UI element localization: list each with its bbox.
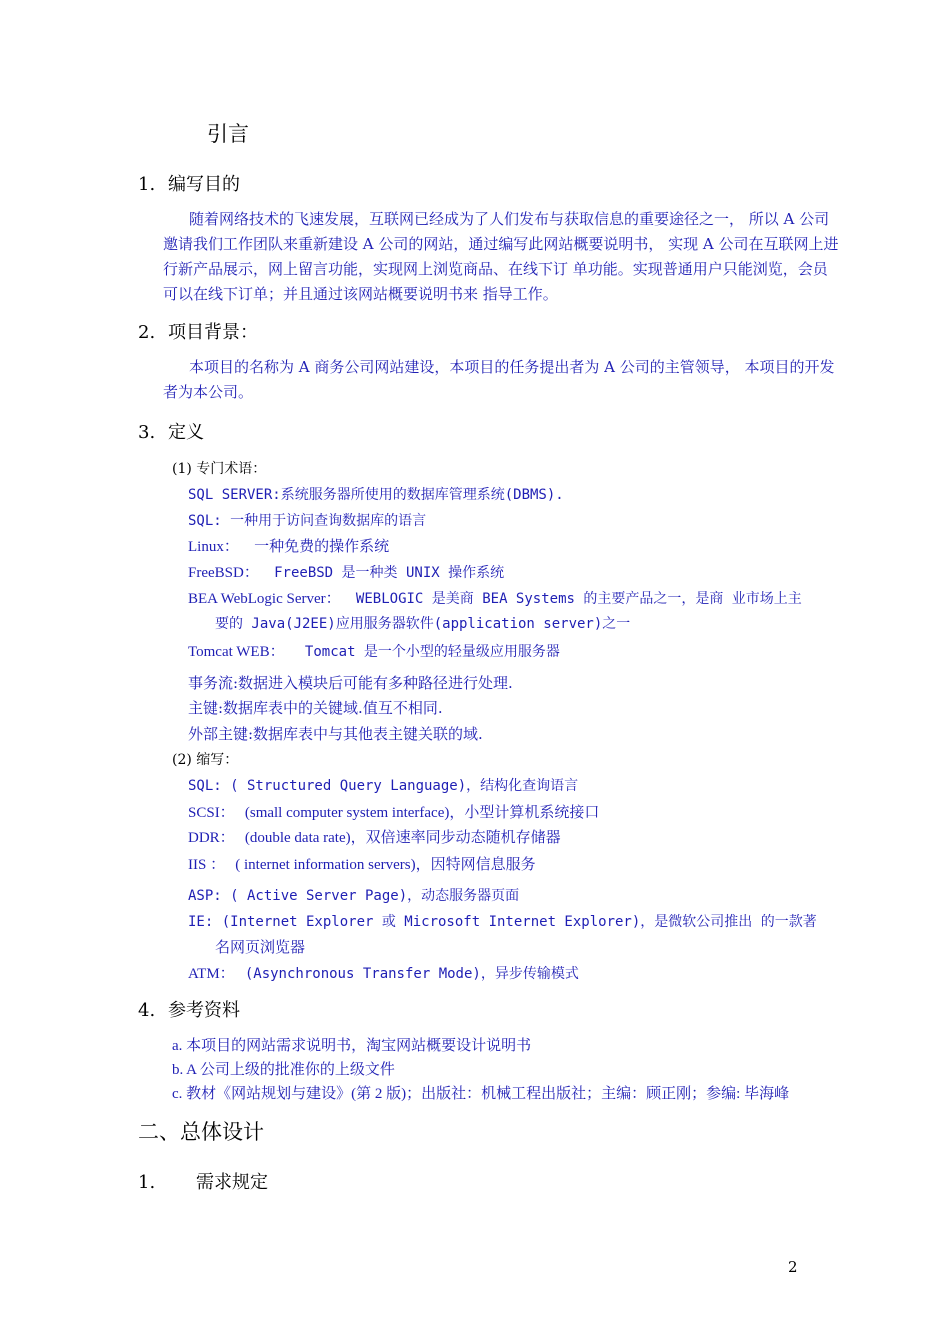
term-item: 主键:数据库表中的关键域.值互不相同. xyxy=(188,699,443,717)
abbrev-item xyxy=(188,853,536,874)
section-2-title: 项目背景： xyxy=(168,322,258,343)
section-1-paragraph: 随着网络技术的飞速发展，互联网已经成为了人们发布与获取信息的重要途径之一， 所以 A 公司邀请我们工作团队来重新建设 A 公司的网站，通过编写此网站概要说明书， 实现 A 公司在互联网上进行新产品展示，网上留言功能，实现网上浏览商品、在线下订 单功能。实现普通用户只能浏览，会员可以在线下订单；并且通过该网站概要说明书来 指导工作。 xyxy=(163,210,839,303)
term-item xyxy=(188,535,389,556)
abbrev-item-continued: 名网页浏览器 xyxy=(215,938,306,956)
abbrev-item xyxy=(188,826,561,847)
term-label: Linux： xyxy=(188,539,239,555)
abbrev-item: IE: (Internet Explorer 或 Microsoft Internet Explorer)，是微软公司推出 的一款著 xyxy=(188,914,817,930)
terms-heading: (1) 专门术语： xyxy=(172,461,267,477)
abbrev-text: (small computer system interface)，小型计算机系统接口 xyxy=(244,805,600,821)
term-item: SQL: 一种用于访问查询数据库的语言 xyxy=(188,513,427,529)
section-4-heading xyxy=(138,996,240,1022)
term-text: Tomcat 是一个小型的轻量级应用服务器 xyxy=(304,644,560,660)
section-1-heading xyxy=(138,170,240,196)
chapter-2-subheading xyxy=(138,1168,268,1194)
section-4-title: 参考资料 xyxy=(168,1000,240,1021)
reference-item: c. 教材《网站规划与建设》(第 2 版)；出版社：机械工程出版社；主编：顾正刚；参编: 毕海峰 xyxy=(172,1086,790,1102)
abbrev-label: ATM： xyxy=(188,966,235,982)
reference-item: a. 本项目的网站需求说明书，淘宝网站概要设计说明书 xyxy=(172,1038,532,1054)
section-2-number: 2. xyxy=(138,322,156,343)
section-3-number: 3. xyxy=(138,422,156,443)
abbrev-text: (Asynchronous Transfer Mode)，异步传输模式 xyxy=(244,966,579,982)
abbrev-label: IIS ： xyxy=(188,857,226,873)
abbrev-item: SQL: ( Structured Query Language)，结构化查询语言 xyxy=(188,778,579,794)
page-number: 2 xyxy=(788,1258,798,1276)
term-item-continued: 要的 Java(J2EE)应用服务器软件(application server)之一 xyxy=(215,616,631,632)
term-label: FreeBSD： xyxy=(188,565,259,581)
abbrev-text: (double data rate)，双倍速率同步动态随机存储器 xyxy=(244,830,561,846)
section-3-title: 定义 xyxy=(168,422,204,443)
section-2-heading xyxy=(138,318,258,344)
chapter-2-title: 二、总体设计 xyxy=(138,1120,264,1144)
intro-title: 引言 xyxy=(207,122,249,146)
term-text: 一种免费的操作系统 xyxy=(254,537,390,555)
term-item xyxy=(188,561,504,582)
term-item xyxy=(188,587,802,608)
term-label: BEA WebLogic Server： xyxy=(188,591,341,607)
abbrev-heading: (2) 缩写： xyxy=(172,752,239,768)
abbrev-text: ( internet information servers)，因特网信息服务 xyxy=(235,857,536,873)
term-item: 事务流:数据进入模块后可能有多种路径进行处理. xyxy=(188,674,513,692)
section-4-number: 4. xyxy=(138,1000,156,1021)
abbrev-item: ASP: ( Active Server Page)，动态服务器页面 xyxy=(188,888,520,904)
reference-item: b. A 公司上级的批准你的上级文件 xyxy=(172,1062,395,1078)
term-text: WEBLOGIC 是美商 BEA Systems 的主要产品之一，是商 业市场上主 xyxy=(355,591,802,607)
section-1-title: 编写目的 xyxy=(168,174,240,195)
term-item: SQL SERVER:系统服务器所使用的数据库管理系统(DBMS). xyxy=(188,487,564,503)
term-item: 外部主键:数据库表中与其他表主键关联的域. xyxy=(188,725,483,743)
abbrev-label: DDR： xyxy=(188,830,235,846)
chapter-2-sub-number: 1. xyxy=(138,1172,156,1193)
term-label: Tomcat WEB： xyxy=(188,644,285,660)
abbrev-item xyxy=(188,801,599,822)
section-1-number: 1. xyxy=(138,174,156,195)
chapter-2-sub-title: 需求规定 xyxy=(196,1172,268,1193)
term-text: FreeBSD 是一种类 UNIX 操作系统 xyxy=(274,565,505,581)
abbrev-label: SCSI： xyxy=(188,805,235,821)
section-2-paragraph: 本项目的名称为 A 商务公司网站建设，本项目的任务提出者为 A 公司的主管领导， 本项目的开发者为本公司。 xyxy=(163,358,835,401)
term-item xyxy=(188,640,560,661)
section-3-heading xyxy=(138,418,204,444)
abbrev-item xyxy=(188,962,579,983)
